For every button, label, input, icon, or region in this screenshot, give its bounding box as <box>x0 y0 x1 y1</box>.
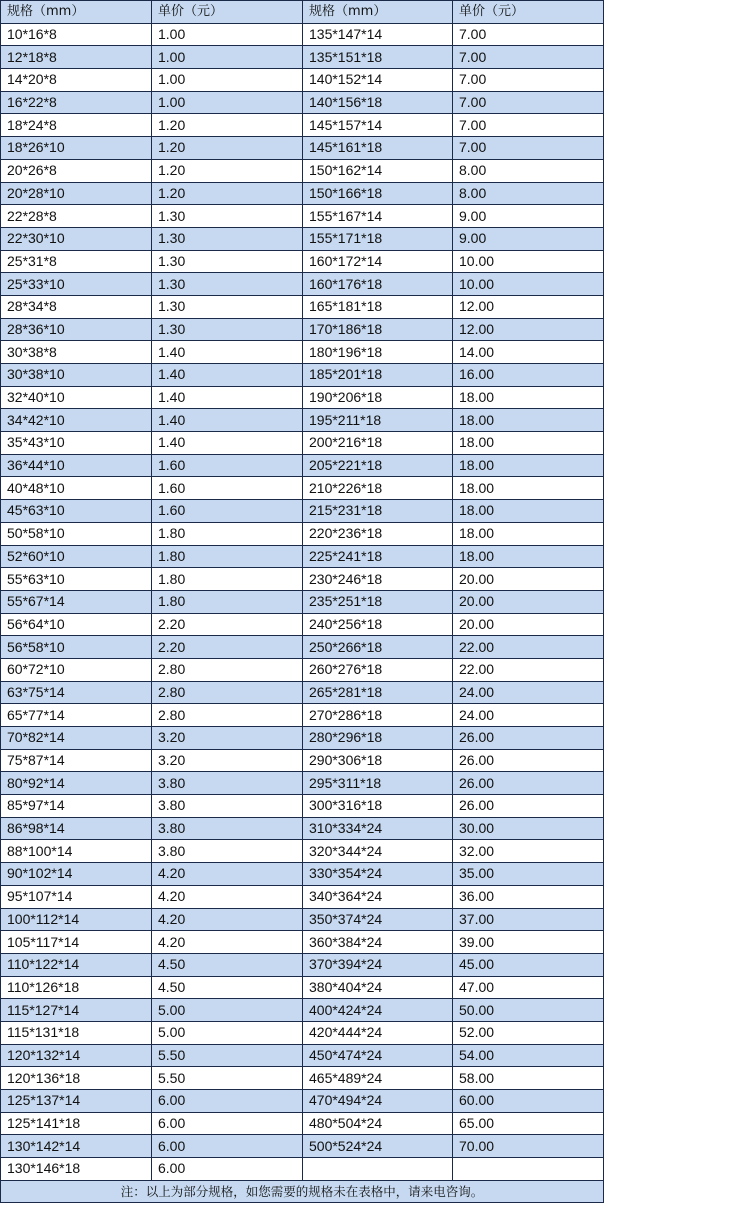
header-spec-left: 规格（mm） <box>1 1 152 24</box>
price-cell-right: 26.00 <box>453 772 604 795</box>
price-cell-left: 1.40 <box>152 409 303 432</box>
table-row <box>1 1067 604 1090</box>
spec-cell-right: 360*384*24 <box>303 931 453 954</box>
price-cell-right: 14.00 <box>453 341 604 364</box>
table-row <box>1 159 604 182</box>
price-cell-right: 70.00 <box>453 1135 604 1158</box>
price-cell-left: 1.40 <box>152 432 303 455</box>
price-cell-right: 24.00 <box>453 681 604 704</box>
price-cell-left: 1.30 <box>152 273 303 296</box>
price-cell-right: 18.00 <box>453 545 604 568</box>
price-cell-left: 1.40 <box>152 341 303 364</box>
spec-cell-left: 56*58*10 <box>1 636 152 659</box>
price-cell-right: 26.00 <box>453 795 604 818</box>
price-cell-right: 58.00 <box>453 1067 604 1090</box>
table-row <box>1 658 604 681</box>
price-cell-left: 1.30 <box>152 295 303 318</box>
table-row <box>1 568 604 591</box>
price-cell-right: 20.00 <box>453 613 604 636</box>
spec-cell-right: 240*256*18 <box>303 613 453 636</box>
spec-cell-right: 250*266*18 <box>303 636 453 659</box>
price-cell-right: 18.00 <box>453 454 604 477</box>
footnote: 注：以上为部分规格，如您需要的规格未在表格中，请来电咨询。 <box>1 1180 604 1203</box>
price-cell-right: 12.00 <box>453 295 604 318</box>
price-cell-right: 26.00 <box>453 749 604 772</box>
spec-cell-left: 45*63*10 <box>1 500 152 523</box>
table-row <box>1 545 604 568</box>
spec-cell-left: 56*64*10 <box>1 613 152 636</box>
price-cell-left: 1.80 <box>152 522 303 545</box>
price-cell-left: 6.00 <box>152 1090 303 1113</box>
spec-cell-left: 12*18*8 <box>1 46 152 69</box>
spec-cell-left: 14*20*8 <box>1 69 152 92</box>
price-cell-right: 39.00 <box>453 931 604 954</box>
spec-cell-left: 40*48*10 <box>1 477 152 500</box>
table-row <box>1 114 604 137</box>
table-row <box>1 46 604 69</box>
spec-cell-right: 500*524*24 <box>303 1135 453 1158</box>
table-row <box>1 863 604 886</box>
price-cell-right: 18.00 <box>453 432 604 455</box>
spec-cell-right: 235*251*18 <box>303 590 453 613</box>
table-row <box>1 522 604 545</box>
spec-cell-right: 160*172*14 <box>303 250 453 273</box>
price-cell-right: 36.00 <box>453 885 604 908</box>
table-row <box>1 1090 604 1113</box>
spec-cell-right: 140*152*14 <box>303 69 453 92</box>
spec-cell-right: 350*374*24 <box>303 908 453 931</box>
table-row <box>1 1135 604 1158</box>
spec-cell-left: 65*77*14 <box>1 704 152 727</box>
price-cell-right: 10.00 <box>453 273 604 296</box>
table-row <box>1 454 604 477</box>
price-cell-right: 52.00 <box>453 1021 604 1044</box>
spec-cell-right: 465*489*24 <box>303 1067 453 1090</box>
table-row <box>1 727 604 750</box>
spec-cell-right: 200*216*18 <box>303 432 453 455</box>
table-row <box>1 817 604 840</box>
spec-cell-right: 160*176*18 <box>303 273 453 296</box>
price-cell-right: 60.00 <box>453 1090 604 1113</box>
price-cell-left: 1.30 <box>152 318 303 341</box>
table-row <box>1 1044 604 1067</box>
price-cell-right: 8.00 <box>453 182 604 205</box>
table-row <box>1 91 604 114</box>
price-cell-left: 1.30 <box>152 250 303 273</box>
price-cell-right: 7.00 <box>453 46 604 69</box>
table-row <box>1 681 604 704</box>
spec-cell-right: 210*226*18 <box>303 477 453 500</box>
table-row <box>1 1021 604 1044</box>
spec-cell-left: 70*82*14 <box>1 727 152 750</box>
spec-cell-left: 52*60*10 <box>1 545 152 568</box>
spec-cell-right: 450*474*24 <box>303 1044 453 1067</box>
spec-cell-right: 470*494*24 <box>303 1090 453 1113</box>
price-cell-right: 18.00 <box>453 386 604 409</box>
price-cell-left: 4.20 <box>152 863 303 886</box>
spec-cell-right: 270*286*18 <box>303 704 453 727</box>
table-row <box>1 500 604 523</box>
spec-cell-left: 110*122*14 <box>1 953 152 976</box>
price-cell-right: 50.00 <box>453 999 604 1022</box>
header-price-right: 单价（元） <box>453 1 604 24</box>
spec-cell-left: 18*26*10 <box>1 137 152 160</box>
spec-cell-right: 150*162*14 <box>303 159 453 182</box>
table-row <box>1 976 604 999</box>
price-cell-right: 12.00 <box>453 318 604 341</box>
price-cell-right: 45.00 <box>453 953 604 976</box>
price-cell-left: 1.00 <box>152 23 303 46</box>
spec-cell-left: 86*98*14 <box>1 817 152 840</box>
spec-cell-left: 25*33*10 <box>1 273 152 296</box>
price-cell-left: 2.80 <box>152 681 303 704</box>
spec-cell-left: 100*112*14 <box>1 908 152 931</box>
spec-cell-left: 30*38*8 <box>1 341 152 364</box>
price-cell-right: 18.00 <box>453 477 604 500</box>
spec-cell-left: 75*87*14 <box>1 749 152 772</box>
header-price-left: 单价（元） <box>152 1 303 24</box>
spec-cell-left: 28*34*8 <box>1 295 152 318</box>
spec-cell-left: 35*43*10 <box>1 432 152 455</box>
price-cell-left: 1.80 <box>152 568 303 591</box>
spec-cell-right: 260*276*18 <box>303 658 453 681</box>
price-cell-right <box>453 1158 604 1181</box>
spec-cell-left: 28*36*10 <box>1 318 152 341</box>
spec-cell-right: 480*504*24 <box>303 1112 453 1135</box>
spec-cell-right: 145*161*18 <box>303 137 453 160</box>
price-cell-right: 18.00 <box>453 500 604 523</box>
spec-cell-right: 145*157*14 <box>303 114 453 137</box>
spec-cell-left: 125*141*18 <box>1 1112 152 1135</box>
table-row <box>1 23 604 46</box>
price-cell-left: 1.00 <box>152 91 303 114</box>
header-spec-right: 规格（mm） <box>303 1 453 24</box>
table-row <box>1 613 604 636</box>
price-cell-left: 1.20 <box>152 159 303 182</box>
price-cell-left: 2.80 <box>152 704 303 727</box>
table-row <box>1 885 604 908</box>
price-cell-left: 3.80 <box>152 772 303 795</box>
spec-cell-left: 55*63*10 <box>1 568 152 591</box>
spec-cell-right <box>303 1158 453 1181</box>
spec-cell-left: 30*38*10 <box>1 364 152 387</box>
spec-cell-left: 80*92*14 <box>1 772 152 795</box>
spec-cell-left: 32*40*10 <box>1 386 152 409</box>
table-row <box>1 908 604 931</box>
price-cell-left: 4.20 <box>152 908 303 931</box>
spec-cell-right: 400*424*24 <box>303 999 453 1022</box>
table-row <box>1 250 604 273</box>
spec-cell-right: 320*344*24 <box>303 840 453 863</box>
price-cell-right: 65.00 <box>453 1112 604 1135</box>
price-cell-right: 8.00 <box>453 159 604 182</box>
spec-cell-right: 185*201*18 <box>303 364 453 387</box>
spec-cell-right: 190*206*18 <box>303 386 453 409</box>
price-cell-right: 32.00 <box>453 840 604 863</box>
table-row <box>1 409 604 432</box>
note-row <box>1 1180 604 1203</box>
price-cell-left: 2.20 <box>152 636 303 659</box>
spec-cell-left: 130*142*14 <box>1 1135 152 1158</box>
spec-cell-right: 280*296*18 <box>303 727 453 750</box>
spec-cell-right: 155*171*18 <box>303 227 453 250</box>
spec-cell-left: 10*16*8 <box>1 23 152 46</box>
price-cell-right: 22.00 <box>453 658 604 681</box>
price-cell-right: 7.00 <box>453 137 604 160</box>
price-cell-right: 24.00 <box>453 704 604 727</box>
price-cell-left: 1.40 <box>152 364 303 387</box>
price-cell-left: 1.20 <box>152 137 303 160</box>
spec-cell-left: 115*127*14 <box>1 999 152 1022</box>
price-cell-right: 20.00 <box>453 590 604 613</box>
price-cell-left: 1.60 <box>152 454 303 477</box>
spec-cell-right: 265*281*18 <box>303 681 453 704</box>
spec-cell-left: 20*28*10 <box>1 182 152 205</box>
spec-cell-left: 20*26*8 <box>1 159 152 182</box>
table-row <box>1 273 604 296</box>
table-row <box>1 227 604 250</box>
table-row <box>1 749 604 772</box>
price-cell-right: 7.00 <box>453 69 604 92</box>
spec-cell-left: 125*137*14 <box>1 1090 152 1113</box>
price-cell-left: 4.50 <box>152 976 303 999</box>
price-cell-left: 1.30 <box>152 227 303 250</box>
table-row <box>1 318 604 341</box>
price-cell-right: 22.00 <box>453 636 604 659</box>
price-cell-right: 7.00 <box>453 114 604 137</box>
price-cell-right: 37.00 <box>453 908 604 931</box>
price-cell-left: 1.20 <box>152 182 303 205</box>
price-cell-left: 1.60 <box>152 500 303 523</box>
price-cell-right: 18.00 <box>453 409 604 432</box>
price-cell-left: 3.80 <box>152 795 303 818</box>
table-row <box>1 364 604 387</box>
header-row <box>1 1 604 24</box>
price-cell-right: 9.00 <box>453 205 604 228</box>
price-cell-right: 35.00 <box>453 863 604 886</box>
spec-cell-right: 135*147*14 <box>303 23 453 46</box>
spec-cell-right: 155*167*14 <box>303 205 453 228</box>
price-cell-left: 5.00 <box>152 1021 303 1044</box>
spec-cell-right: 180*196*18 <box>303 341 453 364</box>
table-row <box>1 772 604 795</box>
spec-cell-left: 115*131*18 <box>1 1021 152 1044</box>
spec-cell-left: 120*132*14 <box>1 1044 152 1067</box>
price-cell-left: 6.00 <box>152 1158 303 1181</box>
table-row <box>1 432 604 455</box>
price-cell-left: 5.50 <box>152 1067 303 1090</box>
spec-cell-right: 150*166*18 <box>303 182 453 205</box>
table-body <box>1 23 604 1180</box>
price-cell-right: 26.00 <box>453 727 604 750</box>
spec-cell-right: 220*236*18 <box>303 522 453 545</box>
table-row <box>1 704 604 727</box>
spec-cell-left: 34*42*10 <box>1 409 152 432</box>
spec-cell-right: 300*316*18 <box>303 795 453 818</box>
spec-cell-left: 55*67*14 <box>1 590 152 613</box>
price-cell-left: 5.00 <box>152 999 303 1022</box>
price-cell-left: 1.00 <box>152 69 303 92</box>
spec-cell-right: 370*394*24 <box>303 953 453 976</box>
table-row <box>1 999 604 1022</box>
table-row <box>1 1112 604 1135</box>
price-cell-left: 3.80 <box>152 817 303 840</box>
spec-cell-right: 340*364*24 <box>303 885 453 908</box>
table-row <box>1 386 604 409</box>
spec-cell-right: 230*246*18 <box>303 568 453 591</box>
spec-cell-right: 295*311*18 <box>303 772 453 795</box>
spec-cell-left: 36*44*10 <box>1 454 152 477</box>
spec-cell-left: 130*146*18 <box>1 1158 152 1181</box>
price-cell-right: 18.00 <box>453 522 604 545</box>
price-cell-left: 4.20 <box>152 931 303 954</box>
price-cell-left: 3.20 <box>152 727 303 750</box>
table-row <box>1 205 604 228</box>
spec-cell-left: 88*100*14 <box>1 840 152 863</box>
table-row <box>1 295 604 318</box>
price-cell-right: 9.00 <box>453 227 604 250</box>
spec-cell-right: 290*306*18 <box>303 749 453 772</box>
price-cell-right: 30.00 <box>453 817 604 840</box>
spec-cell-right: 140*156*18 <box>303 91 453 114</box>
table-row <box>1 137 604 160</box>
spec-cell-left: 22*28*8 <box>1 205 152 228</box>
spec-cell-left: 60*72*10 <box>1 658 152 681</box>
spec-cell-left: 50*58*10 <box>1 522 152 545</box>
price-cell-left: 6.00 <box>152 1112 303 1135</box>
spec-cell-left: 25*31*8 <box>1 250 152 273</box>
spec-cell-right: 330*354*24 <box>303 863 453 886</box>
spec-cell-right: 165*181*18 <box>303 295 453 318</box>
spec-cell-left: 90*102*14 <box>1 863 152 886</box>
spec-cell-right: 380*404*24 <box>303 976 453 999</box>
price-cell-left: 5.50 <box>152 1044 303 1067</box>
price-cell-right: 16.00 <box>453 364 604 387</box>
price-cell-left: 1.60 <box>152 477 303 500</box>
spec-cell-left: 95*107*14 <box>1 885 152 908</box>
table-row <box>1 590 604 613</box>
spec-cell-right: 215*231*18 <box>303 500 453 523</box>
table-row <box>1 795 604 818</box>
spec-cell-right: 225*241*18 <box>303 545 453 568</box>
price-cell-right: 7.00 <box>453 91 604 114</box>
price-cell-right: 10.00 <box>453 250 604 273</box>
price-cell-left: 1.30 <box>152 205 303 228</box>
spec-cell-left: 16*22*8 <box>1 91 152 114</box>
table-row <box>1 477 604 500</box>
price-cell-left: 1.80 <box>152 590 303 613</box>
spec-cell-left: 110*126*18 <box>1 976 152 999</box>
price-cell-left: 4.20 <box>152 885 303 908</box>
price-cell-left: 2.20 <box>152 613 303 636</box>
table-row <box>1 636 604 659</box>
table-row <box>1 953 604 976</box>
spec-cell-right: 310*334*24 <box>303 817 453 840</box>
price-cell-left: 1.20 <box>152 114 303 137</box>
table-row <box>1 1158 604 1181</box>
table-row <box>1 182 604 205</box>
spec-cell-left: 85*97*14 <box>1 795 152 818</box>
spec-cell-left: 120*136*18 <box>1 1067 152 1090</box>
table-row <box>1 840 604 863</box>
price-cell-left: 2.80 <box>152 658 303 681</box>
price-cell-left: 1.40 <box>152 386 303 409</box>
price-cell-right: 47.00 <box>453 976 604 999</box>
table-row <box>1 69 604 92</box>
spec-cell-left: 63*75*14 <box>1 681 152 704</box>
table-row <box>1 931 604 954</box>
spec-cell-right: 170*186*18 <box>303 318 453 341</box>
price-cell-left: 6.00 <box>152 1135 303 1158</box>
price-cell-right: 20.00 <box>453 568 604 591</box>
spec-cell-right: 420*444*24 <box>303 1021 453 1044</box>
spec-cell-right: 205*221*18 <box>303 454 453 477</box>
table-row <box>1 341 604 364</box>
spec-cell-right: 195*211*18 <box>303 409 453 432</box>
price-cell-left: 3.20 <box>152 749 303 772</box>
spec-cell-left: 18*24*8 <box>1 114 152 137</box>
spec-cell-left: 105*117*14 <box>1 931 152 954</box>
price-cell-left: 4.50 <box>152 953 303 976</box>
price-cell-right: 54.00 <box>453 1044 604 1067</box>
spec-cell-right: 135*151*18 <box>303 46 453 69</box>
price-cell-left: 1.00 <box>152 46 303 69</box>
spec-cell-left: 22*30*10 <box>1 227 152 250</box>
price-cell-left: 3.80 <box>152 840 303 863</box>
price-cell-left: 1.80 <box>152 545 303 568</box>
price-cell-right: 7.00 <box>453 23 604 46</box>
